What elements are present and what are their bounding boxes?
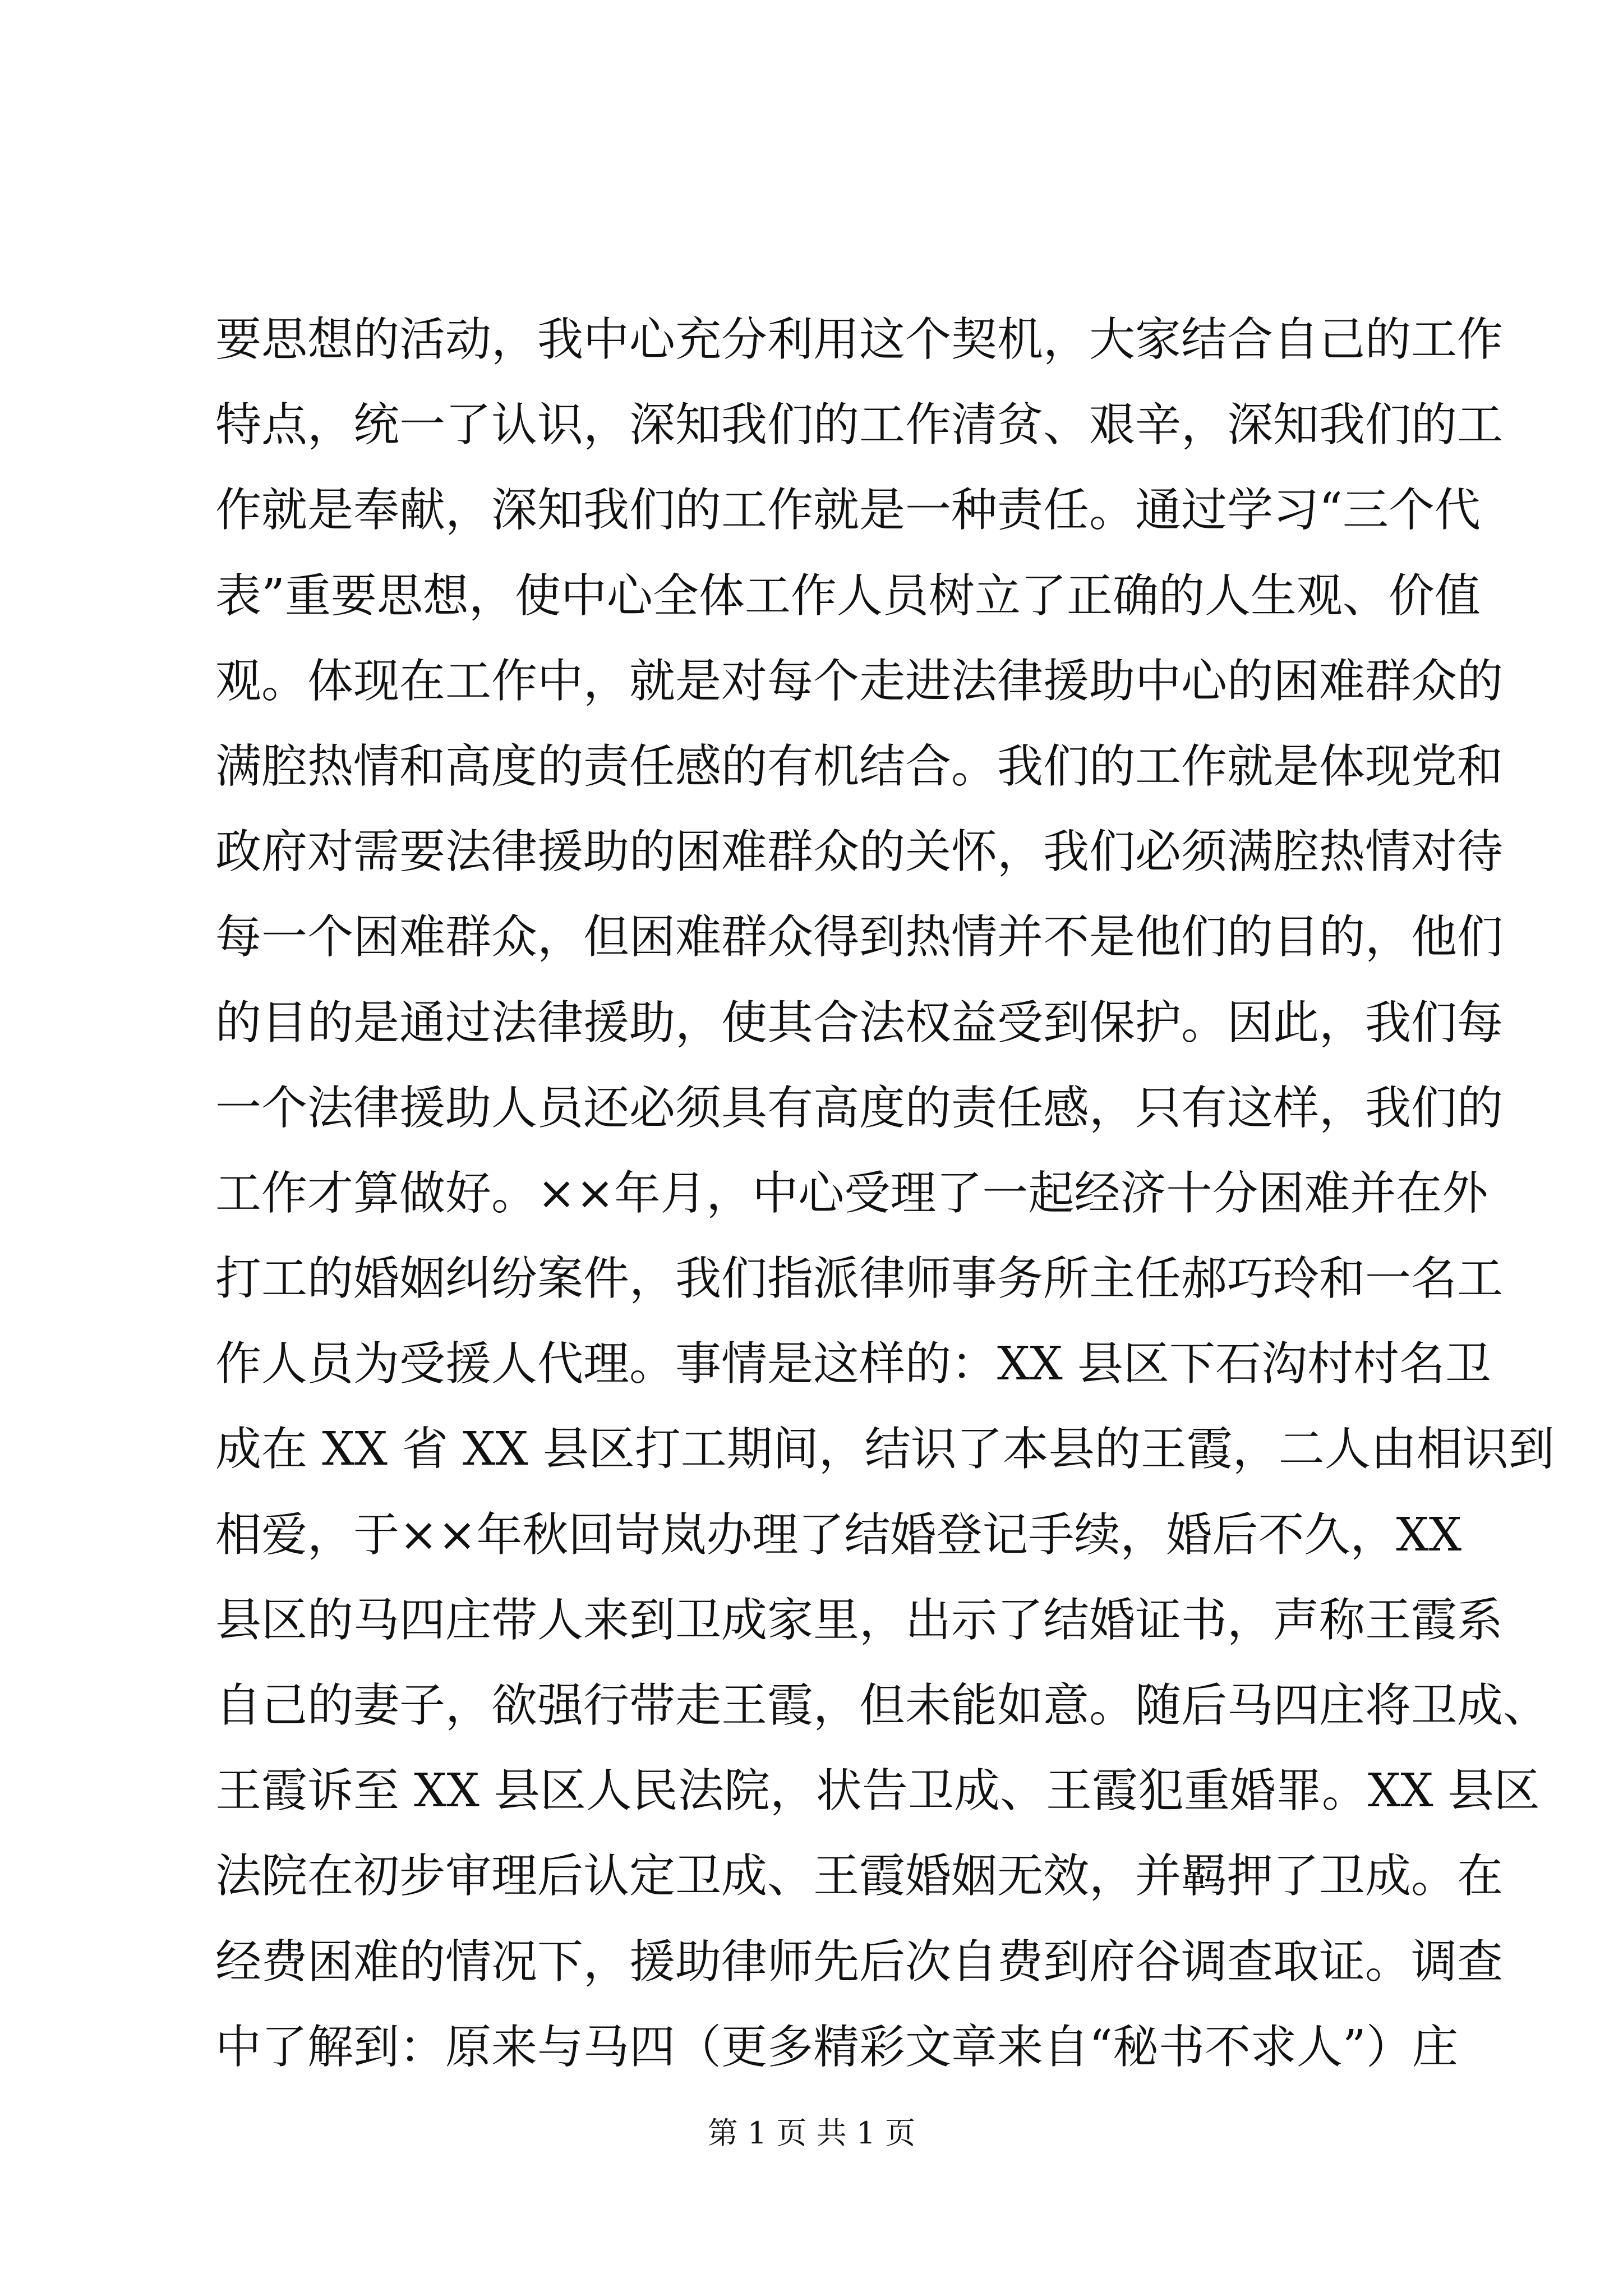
text-line: 工作才算做好。××年月，中心受理了一起经济十分困难并在外	[215, 1166, 1488, 1220]
text-line: 中了解到：原来与马四（更多精彩文章来自“秘书不求人”）庄	[215, 2020, 1458, 2074]
text-line: 相爱，于××年秋回岢岚办理了结婚登记手续，婚后不久，XX	[215, 1508, 1462, 1562]
text-line: 每一个困难群众，但困难群众得到热情并不是他们的目的，他们	[215, 910, 1504, 964]
text-line: 观。体现在工作中，就是对每个走进法律援助中心的困难群众的	[215, 654, 1504, 708]
text-line: 一个法律援助人员还必须具有高度的责任感，只有这样，我们的	[215, 1081, 1504, 1135]
text-line: 县区的马四庄带人来到卫成家里，出示了结婚证书，声称王霞系	[215, 1593, 1504, 1647]
text-line: 打工的婚姻纠纷案件，我们指派律师事务所主任郝巧玲和一名工	[215, 1252, 1504, 1306]
text-line: 王霞诉至 XX 县区人民法院，状告卫成、王霞犯重婚罪。XX 县区	[215, 1764, 1540, 1818]
page-number-label: 第 1 页 共 1 页	[707, 2115, 916, 2151]
text-line: 成在 XX 省 XX 县区打工期间，结识了本县的王霞，二人由相识到	[215, 1423, 1555, 1476]
text-line: 满腔热情和高度的责任感的有机结合。我们的工作就是体现党和	[215, 739, 1504, 793]
text-line: 经费困难的情况下，援助律师先后次自费到府谷调查取证。调查	[215, 1935, 1504, 1989]
body-paragraph	[215, 297, 1555, 2090]
text-line: 政府对需要法律援助的困难群众的关怀，我们必须满腔热情对待	[215, 825, 1504, 879]
text-line: 的目的是通过法律援助，使其合法权益受到保护。因此，我们每	[215, 996, 1504, 1050]
text-line: 作人员为受援人代理。事情是这样的：XX 县区下石沟村村名卫	[215, 1337, 1491, 1391]
text-line: 特点，统一了认识，深知我们的工作清贫、艰辛，深知我们的工	[215, 398, 1504, 452]
text-line: 表”重要思想，使中心全体工作人员树立了正确的人生观、价值	[215, 569, 1481, 623]
page-footer	[0, 2109, 1623, 2152]
text-line: 自己的妻子，欲强行带走王霞，但未能如意。随后马四庄将卫成、	[215, 1679, 1550, 1732]
text-line: 要思想的活动，我中心充分利用这个契机，大家结合自己的工作	[215, 313, 1504, 366]
text-line: 法院在初步审理后认定卫成、王霞婚姻无效，并羁押了卫成。在	[215, 1849, 1504, 1903]
text-line: 作就是奉献，深知我们的工作就是一种责任。通过学习“三个代	[215, 484, 1481, 537]
